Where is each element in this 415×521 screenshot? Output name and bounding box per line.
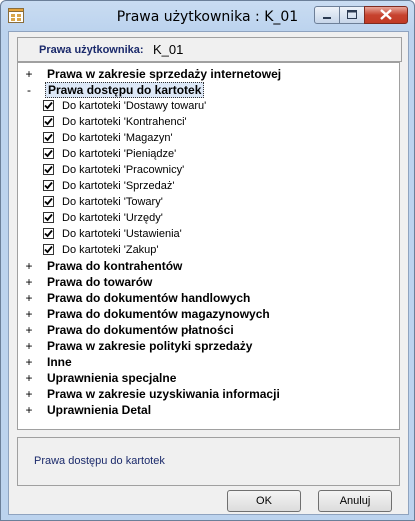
tree-node[interactable] — [18, 354, 398, 370]
checkbox[interactable] — [43, 164, 54, 175]
tree-node-label[interactable]: Prawa do dokumentów magazynowych — [47, 307, 270, 321]
tree-child-label: Do kartoteki 'Dostawy towaru' — [62, 100, 207, 112]
checkmark-icon — [44, 133, 53, 142]
tree-node-label[interactable]: Prawa w zakresie uzyskiwania informacji — [47, 387, 280, 401]
user-label: Prawa użytkownika: — [39, 44, 144, 56]
tree-node[interactable] — [18, 322, 398, 338]
tree-node-label[interactable]: Prawa do dokumentów handlowych — [47, 291, 251, 305]
close-icon — [365, 7, 407, 23]
tree-node[interactable] — [18, 66, 398, 82]
permissions-tree[interactable] — [17, 62, 400, 430]
tree-child-label: Do kartoteki 'Pieniądze' — [62, 148, 177, 160]
checkmark-icon — [44, 229, 53, 238]
user-value: K_01 — [153, 42, 184, 57]
checkmark-icon — [44, 149, 53, 158]
tree-child-item[interactable] — [18, 242, 378, 258]
tree-child-label: Do kartoteki 'Urzędy' — [62, 212, 163, 224]
checkbox[interactable] — [43, 244, 54, 255]
tree-child-item[interactable] — [18, 178, 378, 194]
cancel-button[interactable]: Anuluj — [318, 490, 392, 512]
tree-child-item[interactable] — [18, 130, 378, 146]
expand-icon[interactable]: + — [25, 67, 33, 81]
tree-node-label[interactable]: Inne — [47, 355, 72, 369]
tree-child-label: Do kartoteki 'Pracownicy' — [62, 164, 185, 176]
description-text: Prawa dostępu do kartotek — [34, 455, 165, 467]
tree-child-label: Do kartoteki 'Ustawienia' — [62, 228, 182, 240]
expand-icon[interactable]: + — [25, 387, 33, 401]
dialog-client-area — [8, 31, 409, 515]
expand-icon[interactable]: + — [25, 323, 33, 337]
maximize-button[interactable] — [339, 6, 365, 24]
tree-node[interactable] — [18, 386, 398, 402]
checkmark-icon — [44, 165, 53, 174]
expand-icon[interactable]: + — [25, 259, 33, 273]
expand-icon[interactable]: + — [25, 275, 33, 289]
minimize-button[interactable] — [314, 6, 340, 24]
user-header — [17, 37, 402, 62]
checkmark-icon — [44, 197, 53, 206]
tree-node-label[interactable]: Prawa do towarów — [47, 275, 153, 289]
tree-node[interactable] — [18, 370, 398, 386]
tree-node[interactable] — [18, 82, 398, 98]
tree-child-item[interactable] — [18, 98, 378, 114]
tree-node-label[interactable]: Prawa do dokumentów płatności — [47, 323, 234, 337]
tree-node-label[interactable]: Prawa w zakresie polityki sprzedaży — [47, 339, 253, 353]
title-bar[interactable] — [1, 1, 414, 31]
tree-child-item[interactable] — [18, 146, 378, 162]
checkmark-icon — [44, 245, 53, 254]
caption-buttons — [315, 6, 408, 25]
tree-node-label[interactable]: Prawa w zakresie sprzedaży internetowej — [47, 67, 282, 81]
checkbox[interactable] — [43, 100, 54, 111]
checkmark-icon — [44, 117, 53, 126]
tree-node-label[interactable]: Uprawnienia Detal — [47, 403, 152, 417]
tree-child-item[interactable] — [18, 210, 378, 226]
close-button[interactable] — [364, 6, 408, 24]
tree-node-label[interactable]: Prawa do kontrahentów — [47, 259, 183, 273]
expand-icon[interactable]: + — [25, 339, 33, 353]
tree-child-label: Do kartoteki 'Magazyn' — [62, 132, 173, 144]
minimize-icon — [315, 7, 339, 23]
window-title: Prawa użytkownika : K_01 — [116, 9, 299, 25]
tree-child-label: Do kartoteki 'Sprzedaż' — [62, 180, 175, 192]
checkbox[interactable] — [43, 116, 54, 127]
collapse-icon[interactable]: - — [27, 83, 31, 97]
checkbox[interactable] — [43, 212, 54, 223]
checkbox[interactable] — [43, 148, 54, 159]
checkbox[interactable] — [43, 132, 54, 143]
tree-node[interactable] — [18, 258, 398, 274]
tree-child-item[interactable] — [18, 114, 378, 130]
ok-button[interactable]: OK — [227, 490, 301, 512]
expand-icon[interactable]: + — [25, 355, 33, 369]
description-panel — [17, 437, 400, 486]
tree-child-label: Do kartoteki 'Zakup' — [62, 244, 159, 256]
tree-child-item[interactable] — [18, 194, 378, 210]
checkbox[interactable] — [43, 228, 54, 239]
maximize-icon — [340, 7, 364, 23]
expand-icon[interactable]: + — [25, 371, 33, 385]
tree-node[interactable] — [18, 338, 398, 354]
checkmark-icon — [44, 213, 53, 222]
checkmark-icon — [44, 101, 53, 110]
tree-node[interactable] — [18, 402, 398, 418]
expand-icon[interactable]: + — [25, 307, 33, 321]
expand-icon[interactable]: + — [25, 291, 33, 305]
tree-node[interactable] — [18, 306, 398, 322]
checkmark-icon — [44, 181, 53, 190]
tree-child-item[interactable] — [18, 226, 378, 242]
tree-child-label: Do kartoteki 'Kontrahenci' — [62, 116, 187, 128]
tree-node[interactable] — [18, 274, 398, 290]
checkbox[interactable] — [43, 180, 54, 191]
checkbox[interactable] — [43, 196, 54, 207]
tree-child-label: Do kartoteki 'Towary' — [62, 196, 163, 208]
tree-node[interactable] — [18, 290, 398, 306]
tree-node-label[interactable]: Uprawnienia specjalne — [47, 371, 177, 385]
expand-icon[interactable]: + — [25, 403, 33, 417]
tree-child-item[interactable] — [18, 162, 378, 178]
tree-node-label[interactable]: Prawa dostępu do kartotek — [45, 82, 204, 98]
